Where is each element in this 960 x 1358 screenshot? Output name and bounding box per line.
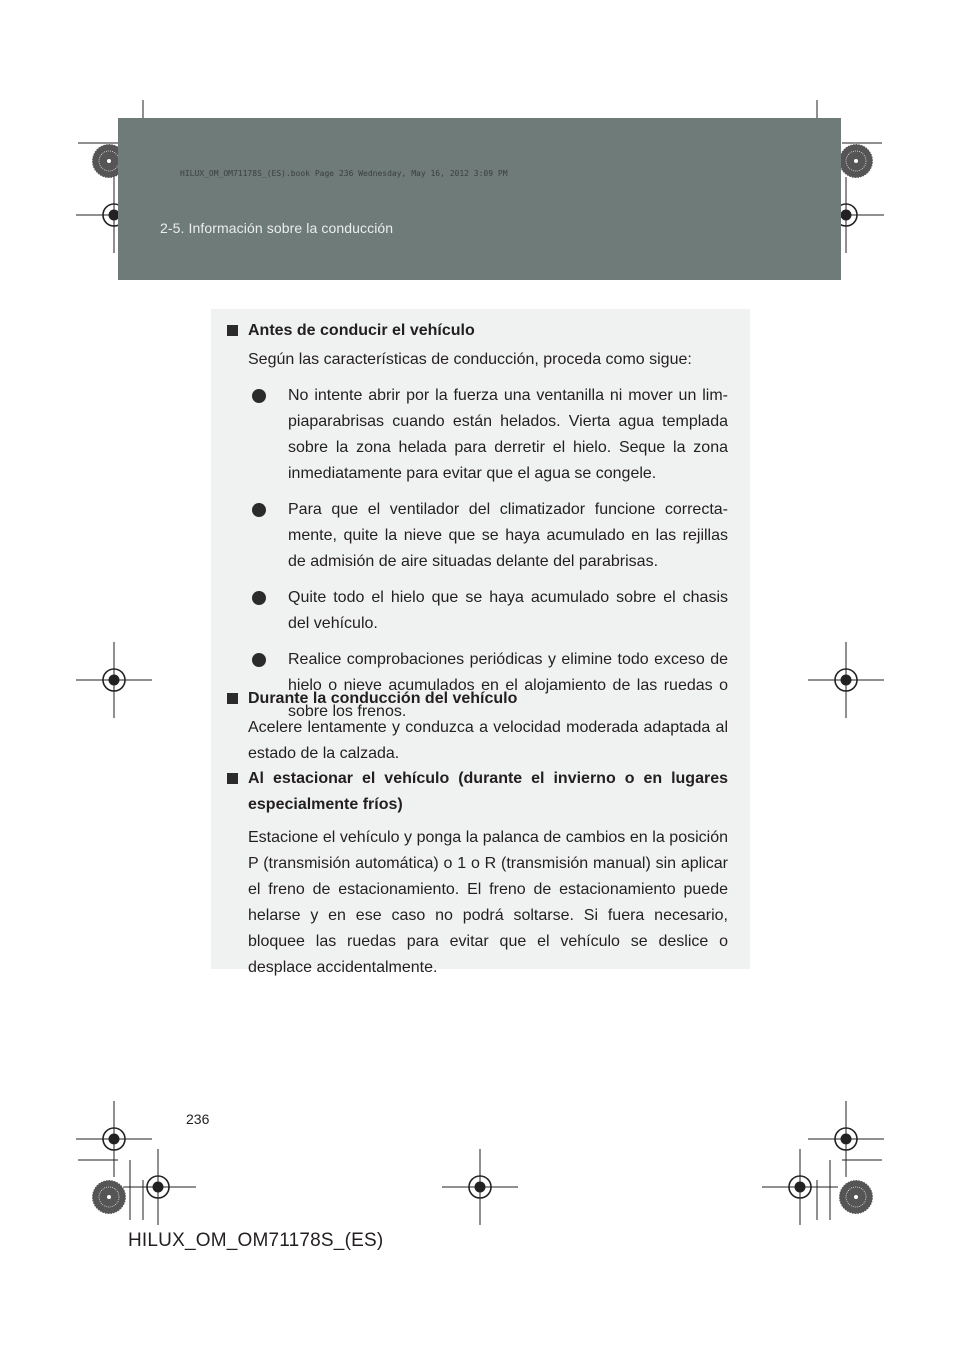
book-code: HILUX_OM_OM71178S_(ES) xyxy=(128,1230,384,1251)
list-item-text: Quite todo el hielo que se haya acumulado sobre el chasis del vehículo. xyxy=(288,589,728,632)
list-item xyxy=(248,497,728,575)
square-bullet-icon xyxy=(227,325,238,336)
section-parking xyxy=(226,766,728,981)
section-heading xyxy=(226,686,728,712)
round-bullet-icon xyxy=(252,591,266,605)
chapter-header-band xyxy=(118,118,841,280)
list-item-text: Realice comprobaciones periódicas y elimine todo exceso de hielo o nieve acumulados en el alojamiento de las ruedas o sobre los frenos. xyxy=(288,651,728,720)
page-number: 236 xyxy=(186,1111,210,1127)
round-bullet-icon xyxy=(252,653,266,667)
list-item xyxy=(248,383,728,487)
section-title: 2-5. Información sobre la conducción xyxy=(160,220,394,236)
section-while-driving xyxy=(226,686,728,767)
list-item-text: Para que el ventilador del climatizador funcione correctamente, quite la nieve que se haya acumulado en las rejillas de admisión de aire situadas delante del parabrisas. xyxy=(288,501,728,570)
file-stamp: HILUX_OM_OM71178S_(ES).book Page 236 Wednesday, May 16, 2012 3:09 PM xyxy=(180,169,508,178)
round-bullet-icon xyxy=(252,503,266,517)
heading-text: Al estacionar el vehículo (durante el invierno o en lugares especialmente fríos) xyxy=(248,770,728,813)
section-heading xyxy=(226,318,728,344)
section-text: Estacione el vehículo y ponga la palanca de cambios en la posición P (transmisión automática) o 1 o R (transmisión manual) sin aplicar el freno de estacionamiento. El freno de estacionamiento puede helarse y en ese caso no podrá soltarse. Si fuera necesario, bloquee las ruedas para evitar que el vehículo se deslice o desplace accidentalmente. xyxy=(248,829,728,976)
section-before-driving xyxy=(226,318,728,725)
list-item-text: No intente abrir por la fuerza una ventanilla ni mover un limpiaparabrisas cuando están helados. Vierta agua templada sobre la zona helada para derretir el hielo. Seque la zona inmediatamente para evitar que el agua se congele. xyxy=(288,387,728,482)
list-item xyxy=(248,585,728,637)
round-bullet-icon xyxy=(252,389,266,403)
square-bullet-icon xyxy=(227,773,238,784)
heading-text: Antes de conducir el vehículo xyxy=(248,322,475,339)
heading-text: Durante la conducción del vehículo xyxy=(248,690,518,707)
section-heading xyxy=(226,766,728,818)
section-text: Acelere lentamente y conduzca a velocidad moderada adaptada al estado de la calzada. xyxy=(248,719,728,762)
section-intro: Según las características de conducción, proceda como sigue: xyxy=(248,351,692,368)
square-bullet-icon xyxy=(227,693,238,704)
